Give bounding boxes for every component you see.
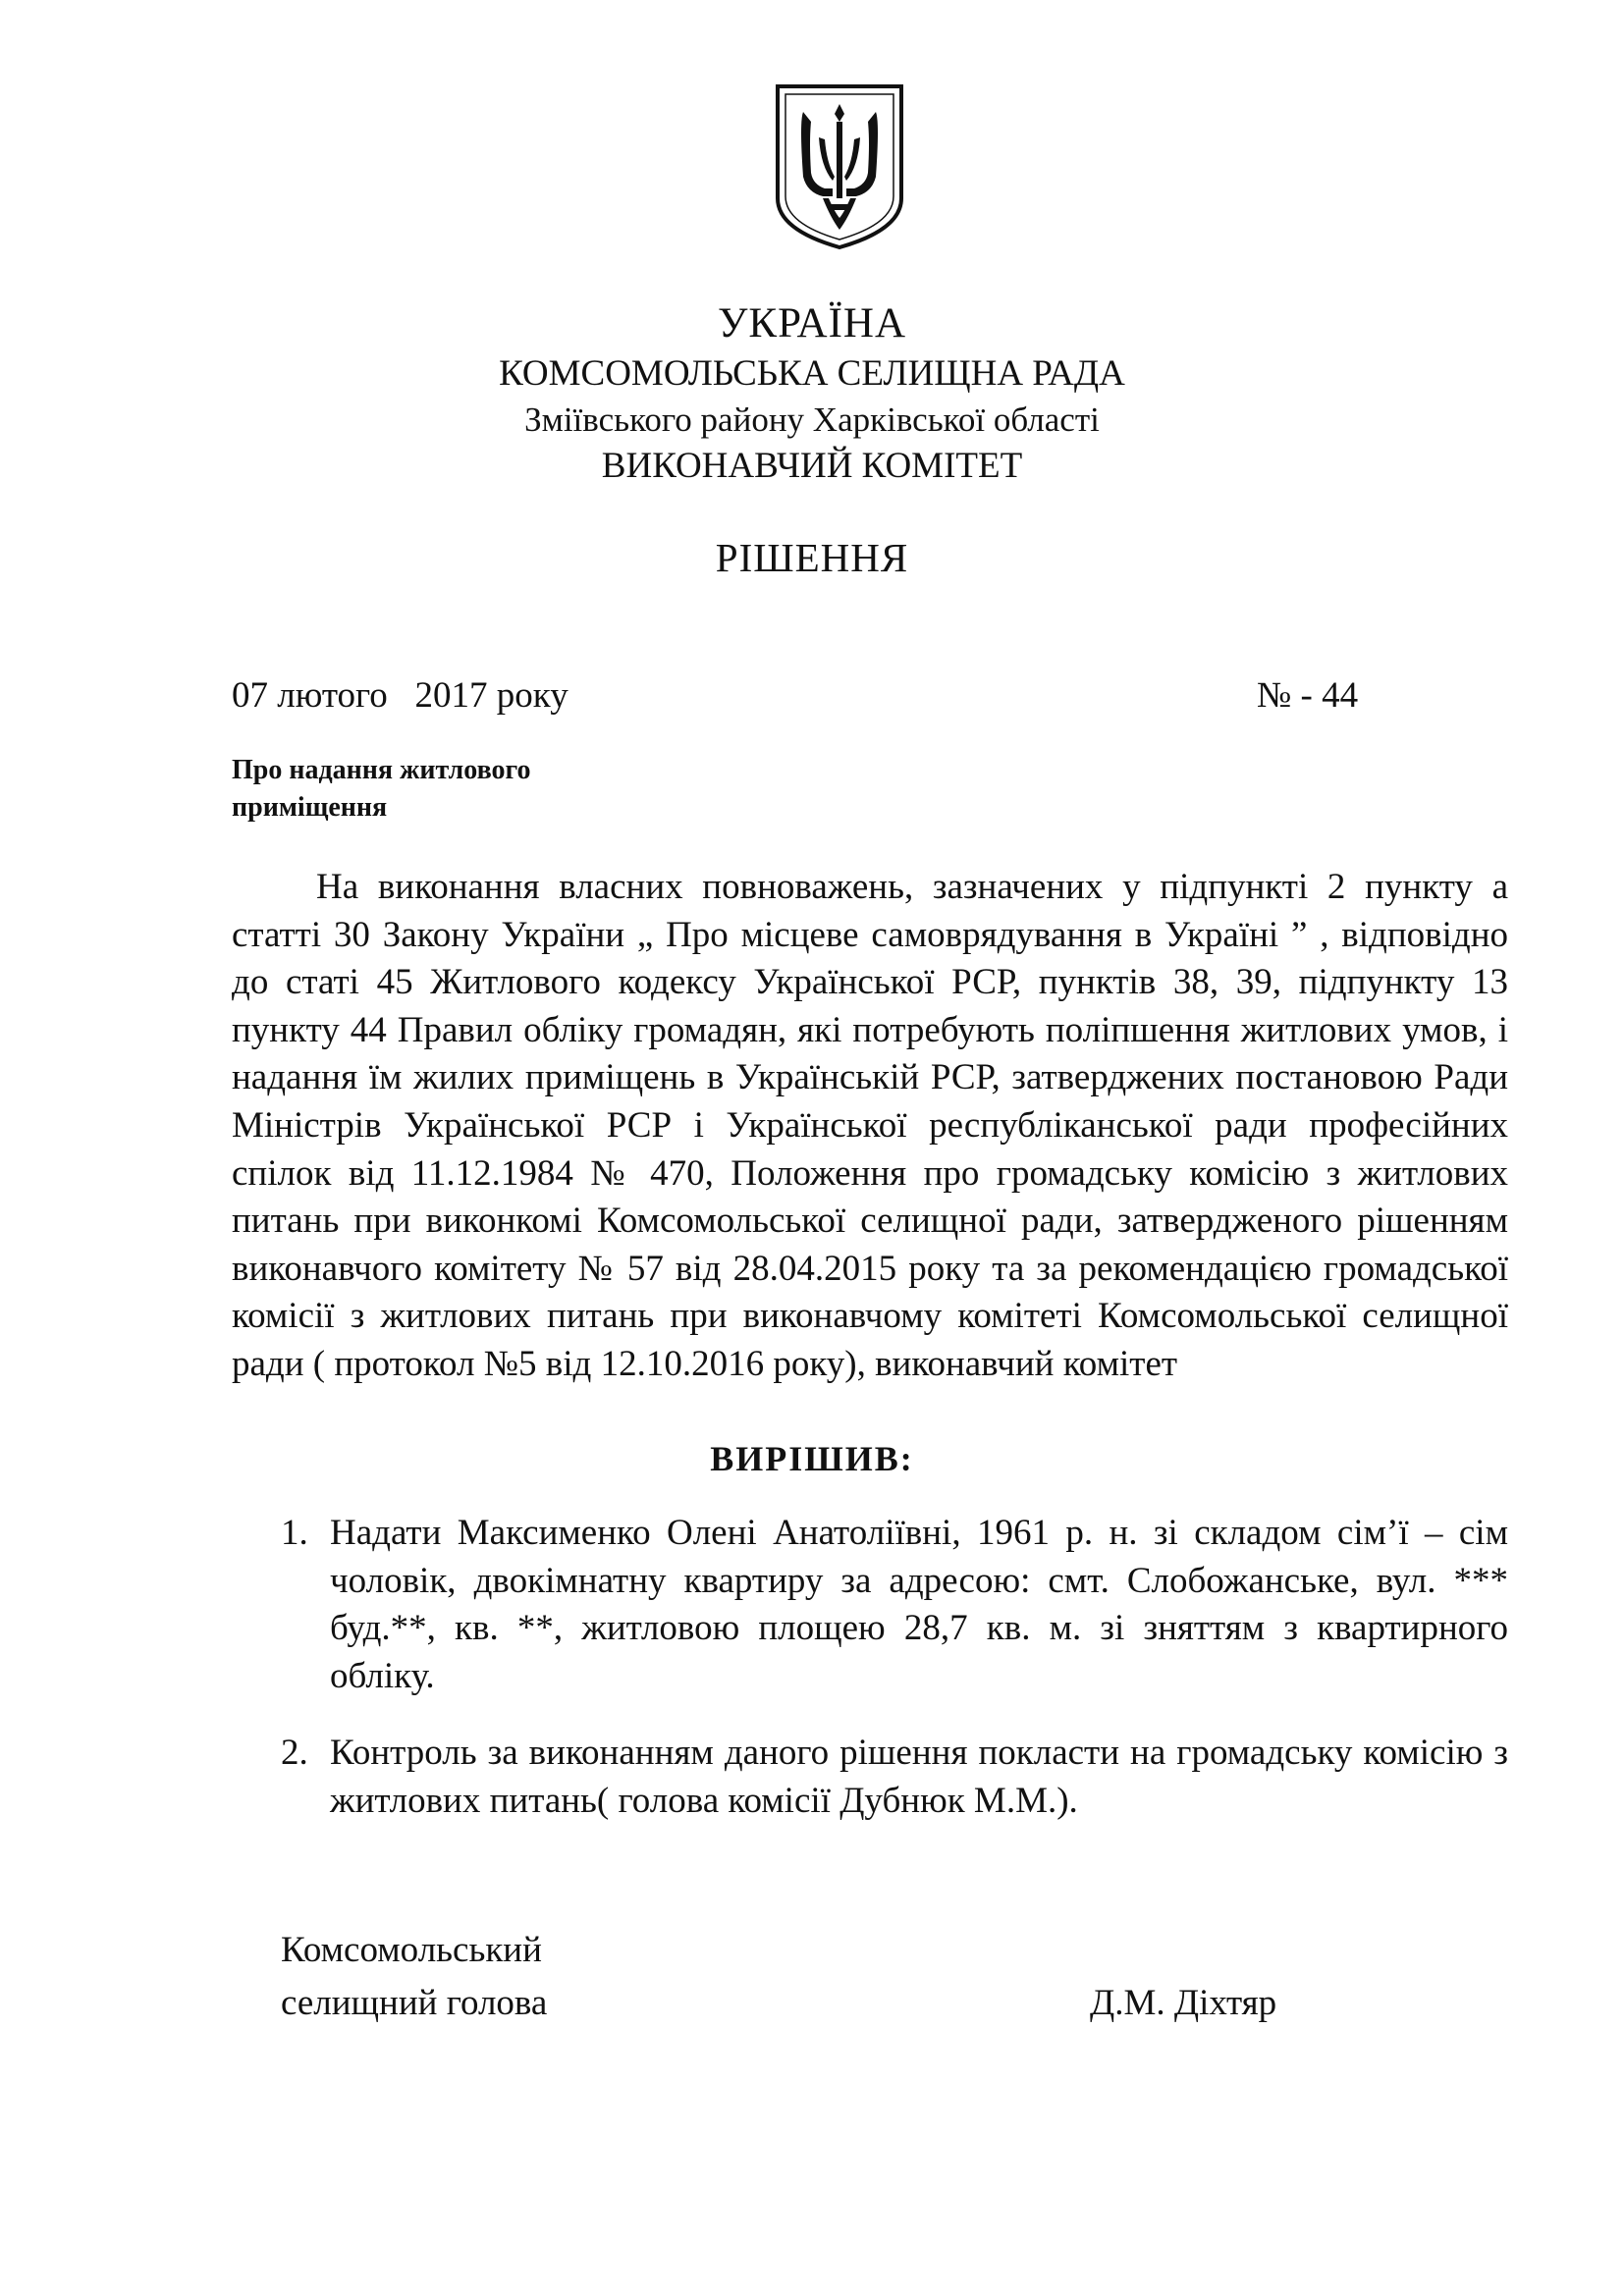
country-heading: УКРАЇНА	[717, 300, 907, 347]
tryzub-coat-of-arms-icon	[774, 82, 905, 251]
decision-subject	[232, 752, 723, 827]
item-number: 1.	[281, 1513, 308, 1553]
item-text: Контроль за виконанням даного рішення покласти на громадську комісію з житлових питань( голова комісії Дубнюк М.М.).	[330, 1733, 1508, 1821]
decision-title: РІШЕННЯ	[715, 535, 909, 580]
resolution-item	[281, 1510, 1508, 1700]
committee-heading: ВИКОНАВЧИЙ КОМІТЕТ	[601, 446, 1023, 486]
signatory-position	[281, 1924, 547, 2030]
position-line-2: селищний голова	[281, 1983, 548, 2023]
subject-line-1: Про надання житлового	[232, 755, 531, 785]
resolution-item	[281, 1730, 1508, 1825]
district-heading: Зміївського району Харківської області	[524, 400, 1100, 439]
decision-number: № - 44	[1257, 675, 1359, 716]
resolved-heading: ВИРІШИВ:	[710, 1439, 914, 1478]
council-heading: КОМСОМОЛЬСЬКА СЕЛИЩНА РАДА	[499, 353, 1125, 394]
item-text: Надати Максименко Олені Анатоліївні, 1961 р. н. зі складом сім’ї – сім чоловік, двокімнатну квартиру за адресою: смт. Слобожанське, вул. *** буд.**, кв. **, житловою площею 28,7 кв. м. зі зняттям з квартирного обліку.	[330, 1513, 1508, 1696]
preamble-paragraph: На виконання власних повноважень, зазначених у підпункті 2 пункту а статті 30 Закону України „ Про місцеве самоврядування в Україні ” , відповідно до статі 45 Житлового кодексу Української РСР, пунктів 38, 39, підпункту 13 пункту 44 Правил обліку громадян, які потребують поліпшення житлових умов, і надання їм жилих приміщень в Українській РСР, затверджених постановою Ради Міністрів Української РСР і Української республіканської ради професійних спілок від 11.12.1984 № 470, Положення про громадську комісію з житлових питань при виконкомі Комсомольської селищної ради, затвердженого рішенням виконавчого комітету № 57 від 28.04.2015 року та за рекомендацією громадської комісії з житлових питань при виконавчому комітеті Комсомольської селищної ради ( протокол №5 від 12.10.2016 року), виконавчий комітет	[232, 867, 1508, 1384]
item-number: 2.	[281, 1733, 308, 1773]
decision-date: 07 лютого 2017 року	[232, 675, 568, 716]
signatory-name: Д.М. Діхтяр	[1090, 1983, 1277, 2023]
subject-line-2: приміщення	[232, 792, 388, 823]
position-line-1: Комсомольський	[281, 1930, 542, 1970]
